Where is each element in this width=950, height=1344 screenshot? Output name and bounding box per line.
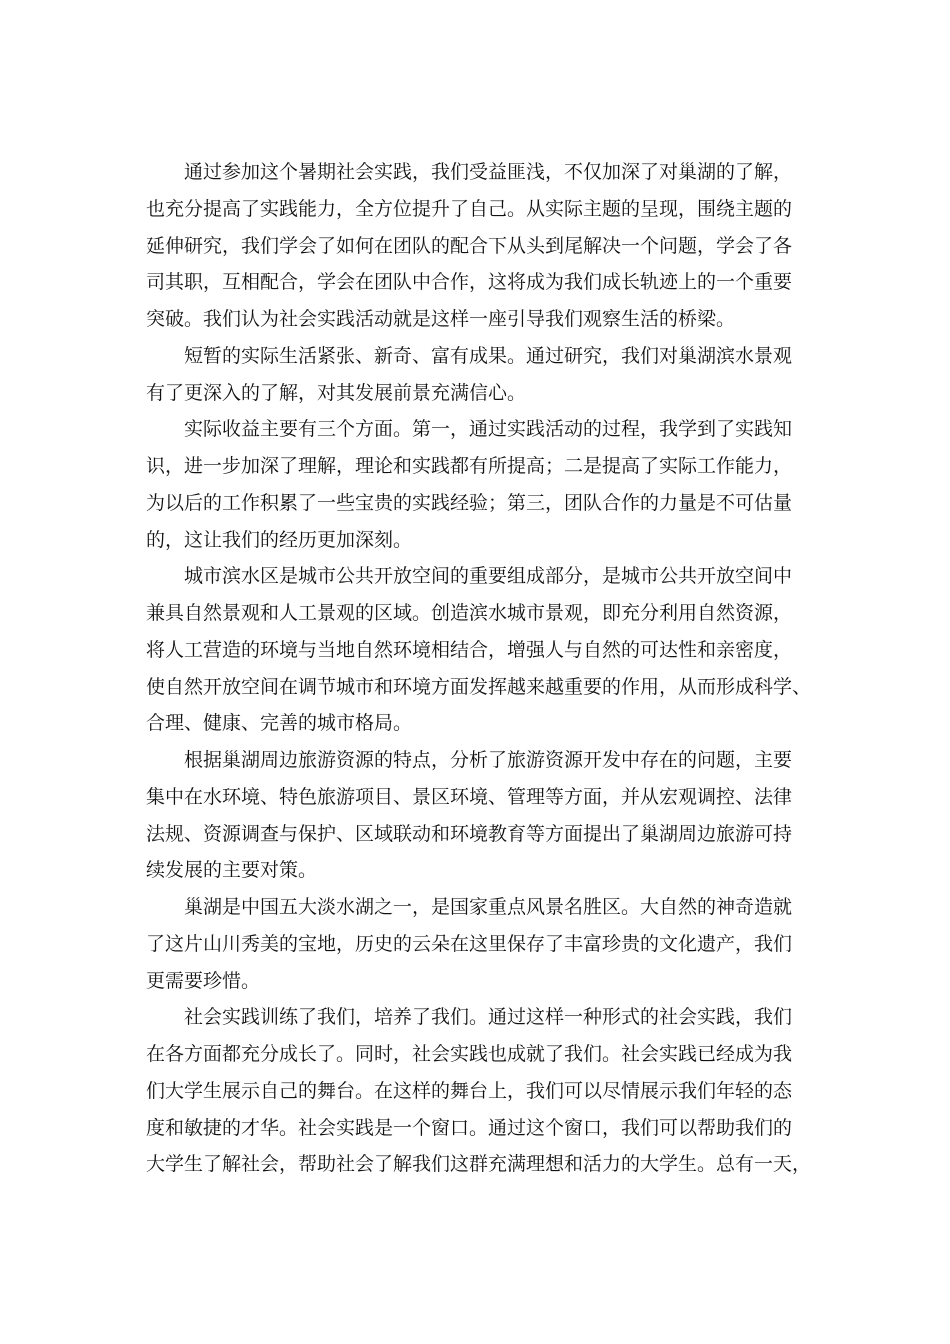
paragraph-waterfront <box>146 558 824 742</box>
paragraph-line: 在各方面都充分成长了。同时，社会实践也成就了我们。社会实践已经成为我 <box>146 1043 793 1065</box>
paragraph-line: 更需要珍惜。 <box>146 969 261 992</box>
paragraph-line: 根据巢湖周边旅游资源的特点，分析了旅游资源开发中存在的问题，主要 <box>184 749 793 771</box>
paragraph-line: 们大学生展示自己的舞台。在这样的舞台上，我们可以尽情展示我们年轻的态 <box>146 1079 793 1102</box>
paragraph-line: 延伸研究，我们学会了如何在团队的配合下从头到尾解决一个问题，学会了各 <box>146 234 793 257</box>
paragraph-line: 巢湖是中国五大淡水湖之一，是国家重点风景名胜区。大自然的神奇造就 <box>184 896 793 918</box>
document-body <box>146 154 824 1183</box>
paragraph-line: 通过参加这个暑期社会实践，我们受益匪浅，不仅加深了对巢湖的了解， <box>184 161 793 183</box>
paragraph-line: 法规、资源调查与保护、区域联动和环境教育等方面提出了巢湖周边旅游可持 <box>146 822 793 845</box>
paragraph-line: 社会实践训练了我们，培养了我们。通过这样一种形式的社会实践，我们 <box>184 1006 793 1029</box>
paragraph-line: 了这片山川秀美的宝地，历史的云朵在这里保存了丰富珍贵的文化遗产，我们 <box>146 932 793 955</box>
paragraph-practice-gains <box>146 154 824 338</box>
paragraph-line: 识，进一步加深了理解，理论和实践都有所提高；二是提高了实际工作能力， <box>146 455 793 477</box>
paragraph-tourism-resources <box>146 742 824 889</box>
paragraph-line: 有了更深入的了解，对其发展前景充满信心。 <box>146 381 527 404</box>
paragraph-line: 突破。我们认为社会实践活动就是这样一座引导我们观察生活的桥梁。 <box>146 308 736 330</box>
paragraph-three-benefits <box>146 411 824 558</box>
paragraph-line: 短暂的实际生活紧张、新奇、富有成果。通过研究，我们对巢湖滨水景观 <box>184 344 793 367</box>
paragraph-line: 合理、健康、完善的城市格局。 <box>146 712 413 735</box>
paragraph-line: 续发展的主要对策。 <box>146 859 318 882</box>
paragraph-line: 司其职，互相配合，学会在团队中合作，这将成为我们成长轨迹上的一个重要 <box>146 271 793 294</box>
paragraph-line: 实际收益主要有三个方面。第一，通过实践活动的过程，我学到了实践知 <box>184 418 793 441</box>
paragraph-line: 大学生了解社会，帮助社会了解我们这群充满理想和活力的大学生。总有一天， <box>146 1153 812 1176</box>
paragraph-line: 度和敏捷的才华。社会实践是一个窗口。通过这个窗口，我们可以帮助我们的 <box>146 1116 793 1139</box>
paragraph-short-life <box>146 338 824 412</box>
paragraph-line: 集中在水环境、特色旅游项目、景区环境、管理等方面，并从宏观调控、法律 <box>146 785 793 808</box>
paragraph-line: 的，这让我们的经历更加深刻。 <box>146 528 413 551</box>
paragraph-line: 也充分提高了实践能力，全方位提升了自己。从实际主题的呈现，围绕主题的 <box>146 197 793 220</box>
paragraph-chaohu-lake <box>146 889 824 999</box>
paragraph-line: 使自然开放空间在调节城市和环境方面发挥越来越重要的作用，从而形成科学、 <box>146 675 812 698</box>
paragraph-line: 将人工营造的环境与当地自然环境相结合，增强人与自然的可达性和亲密度， <box>146 638 793 661</box>
paragraph-line: 兼具自然景观和人工景观的区域。创造滨水城市景观，即充分利用自然资源， <box>146 602 793 624</box>
paragraph-social-practice <box>146 999 824 1183</box>
paragraph-line: 城市滨水区是城市公共开放空间的重要组成部分，是城市公共开放空间中 <box>184 565 793 588</box>
paragraph-line: 为以后的工作积累了一些宝贵的实践经验；第三，团队合作的力量是不可估量 <box>146 491 793 514</box>
